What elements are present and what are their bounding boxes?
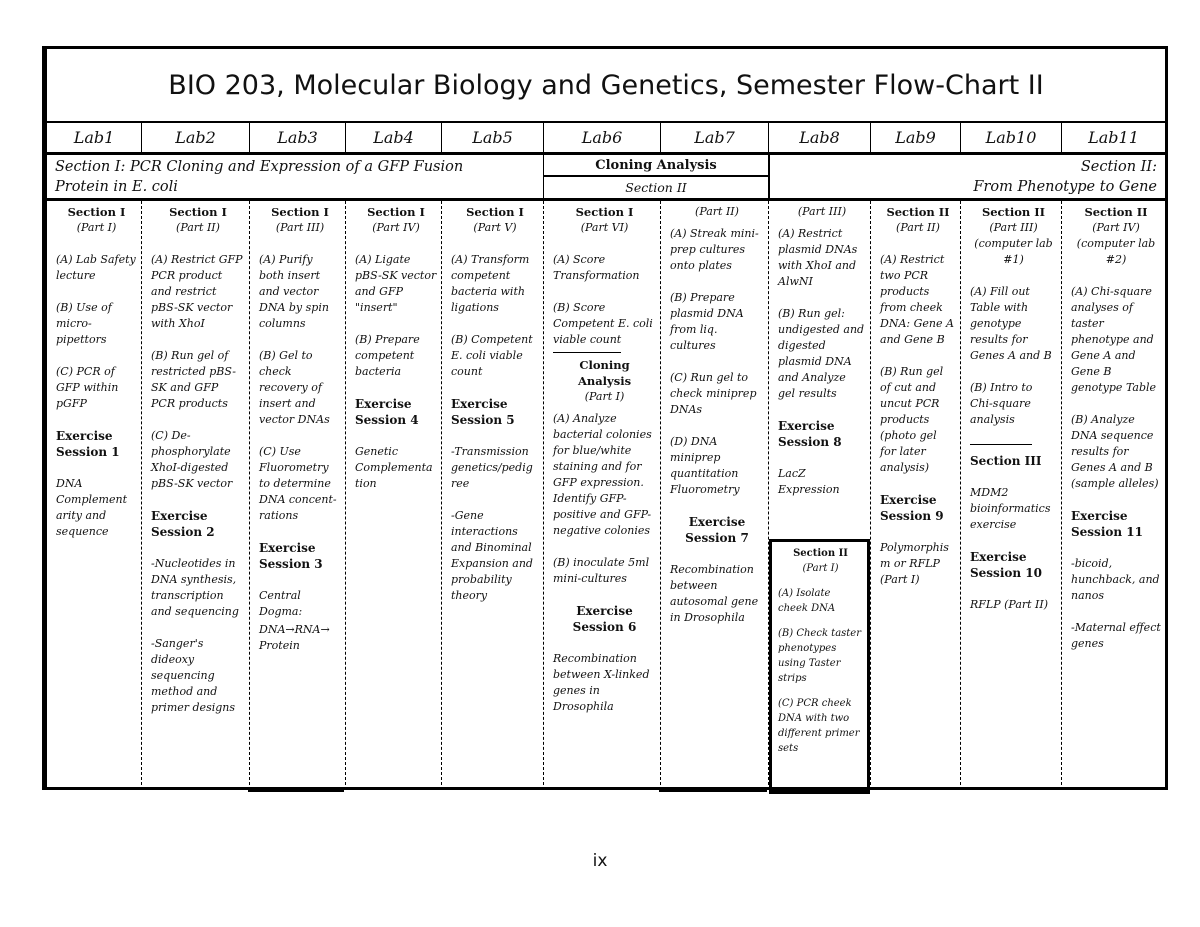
section-2-line: From Phenotype to Gene [973,179,1157,195]
step-b: (B) Score Competent E. coli viable count [553,301,653,346]
lab-header: Lab6 [544,123,661,152]
section-2-line: Section II: [1080,159,1157,175]
column-header: Section II (Part II) [886,205,950,234]
step-a: (A) Isolate cheek DNA [778,588,836,614]
step-a: (A) Restrict GFP PCR product and restrict pBS-SK vector with XhoI [151,253,243,330]
step-a: (A) Restrict two PCR products from cheek DNA: Gene A and Gene B [880,253,954,346]
column-header: Section I (Part II) [169,205,227,234]
lab-header-row [47,123,1165,155]
step-a: (A) Purify both insert and vector DNA by spin columns [259,253,329,330]
flow-chart-table [42,46,1168,790]
step-a: (A) Score Transformation [553,253,640,282]
exercise-session: Exercise Session 9 [880,493,944,523]
step-a: (A) Streak mini-prep cultures onto plates [670,227,759,272]
exercise-topic: Recombination between autosomal gene in Drosophila [670,563,759,624]
step-a: (A) Ligate pBS-SK vector and GFP "insert" [355,253,437,314]
section-header-row [47,155,1165,201]
cloning-analysis-label: Cloning Analysis [543,155,770,177]
step-b: (B) Analyze DNA sequence results for Genes A and B (sample alleles) [1071,413,1159,490]
lab-header: Lab9 [871,123,961,152]
exercise-topic: -Sanger's dideoxy sequencing method and primer designs [151,637,235,714]
emphasis-border [659,788,767,792]
section-3-text: MDM2 bioinformatics exercise [970,486,1051,531]
cloning-analysis-header: Cloning Analysis (Part I) [577,358,632,403]
column-header: Section II (Part III) (computer lab #1) [974,205,1053,266]
step-b: (B) Prepare competent bacteria [355,333,420,378]
lab11-column [1062,201,1165,790]
exercise-topic: -Gene interactions and Binominal Expansion and probability theory [451,509,533,602]
lab10-column [961,201,1062,790]
column-header: (Part III) [797,205,847,218]
exercise-topic: -Nucleotides in DNA synthesis, transcription and sequencing [151,557,239,618]
exercise-topic: DNA Complement arity and sequence [56,477,127,538]
exercise-session: Exercise Session 8 [778,419,842,449]
step-a: (A) Fill out Table with genotype results for Genes A and B [970,285,1052,362]
step-a: (A) Transform competent bacteria with ligations [451,253,530,314]
column-header: Section I (Part VI) [575,205,634,234]
column-header: Section II (Part IV) (computer lab #2) [1076,205,1156,266]
lab9-column [871,201,961,790]
box-header: Section II (Part I) [793,548,848,574]
lab2-column [142,201,250,790]
lab-header: Lab5 [442,123,544,152]
section-1-title [55,157,535,197]
section-2-title [777,157,1157,197]
column-header: Section I (Part I) [67,205,126,234]
section-1-line: Protein in E. coli [55,179,178,195]
step-b: (B) Gel to check recovery of insert and vector DNAs [259,349,330,426]
exercise-session: Exercise Session 5 [451,397,515,427]
step-b: (B) Competent E. coli viable count [451,333,533,378]
step-c: (C) PCR cheek DNA with two different primer sets [778,698,860,754]
lab-header: Lab4 [346,123,442,152]
exercise-session: Exercise Session 7 [685,515,749,545]
step-a: (A) Lab Safety lecture [56,253,136,282]
section-1-line: Section I: PCR Cloning and Expression of a GFP Fusion [55,159,464,175]
exercise-topic: Central Dogma: [259,589,303,618]
exercise-session: Exercise Session 10 [970,550,1042,580]
column-header: Section I (Part III) [271,205,329,234]
exercise-topic: Polymorphis m or RFLP (Part I) [880,541,949,586]
lab8-column [769,201,871,790]
step-b: (B) inoculate 5ml mini-cultures [553,556,650,585]
step-b: (B) Use of micro-pipettors [56,301,112,346]
cloning-section-label: Section II [543,177,770,198]
exercise-topic: -Transmission genetics/pedig ree [451,445,533,490]
step-d: (D) DNA miniprep quantitation Fluorometry [670,435,740,496]
lab-header: Lab11 [1088,128,1139,147]
lab6-column [544,201,661,790]
column-header: (Part II) [695,205,739,218]
exercise-topic: Recombination between X-linked genes in Drosophila [553,652,650,713]
emphasis-border [248,788,344,792]
step-b: (B) Run gel: undigested and digested plasmid DNA and Analyze gel results [778,307,865,400]
exercise-session: Exercise Session 1 [56,429,120,459]
exercise-session: Exercise Session 4 [355,397,419,427]
step-c: (C) Use Fluorometry to determine DNA concent-rations [259,445,337,522]
lab-header: Lab2 [142,123,250,152]
step-b: (B) Intro to Chi-square analysis [970,381,1033,426]
lab-header: Lab3 [250,123,346,152]
step-a: (A) Analyze bacterial colonies for blue/white staining and for GFP expression. Identify GFP-positive and GFP-negative colonies [553,412,652,537]
lab7-column [661,201,769,790]
exercise-topic: Genetic Complementa tion [355,445,433,490]
step-b: (B) Check taster phenotypes using Taster strips [778,628,862,684]
exercise-topic: DNA→RNA→ Protein [259,623,330,652]
step-b: (B) Run gel of cut and uncut PCR products (photo gel for later analysis) [880,365,944,474]
exercise-session: Exercise Session 2 [151,509,215,539]
exercise-session: Exercise Session 3 [259,541,323,571]
lab1-column [47,201,142,790]
step-c: (C) Run gel to check miniprep DNAs [670,371,757,416]
step-a: (A) Chi-square analyses of taster phenotype and Gene A and Gene B genotype Table [1071,285,1157,394]
exercise-topic: RFLP (Part II) [970,598,1049,611]
lab-header: Lab10 [961,123,1062,152]
exercise-topic: -bicoid, hunchback, and nanos [1071,557,1160,602]
step-b: (B) Prepare plasmid DNA from liq. cultures [670,291,744,352]
column-header: Section I (Part V) [466,205,524,234]
step-c: (C) PCR of GFP within pGFP [56,365,119,410]
lab4-column [346,201,442,790]
step-a: (A) Restrict plasmid DNAs with XhoI and AlwNI [778,227,858,288]
exercise-session: Exercise Session 11 [1071,509,1143,539]
lab-header: Lab7 [661,123,769,152]
lab-header: Lab8 [769,123,871,152]
section-3-label: Section III [970,454,1042,468]
lab5-column [442,201,544,790]
exercise-topic: LacZ Expression [778,467,840,496]
lab-header: Lab1 [47,123,142,152]
divider [970,444,1032,445]
page-title: BIO 203, Molecular Biology and Genetics, Semester Flow-Chart II [47,49,1165,123]
exercise-topic: -Maternal effect genes [1071,621,1161,650]
lab3-column [250,201,346,790]
exercise-session: Exercise Session 6 [572,604,637,634]
divider [553,352,621,353]
page-number: ix [592,851,608,871]
step-b: (B) Run gel of restricted pBS-SK and GFP PCR products [151,349,237,410]
section-2-part-1-box [769,539,870,794]
step-c: (C) De-phosphorylate XhoI-digested pBS-SK vector [151,429,233,490]
column-header: Section I (Part IV) [367,205,425,234]
